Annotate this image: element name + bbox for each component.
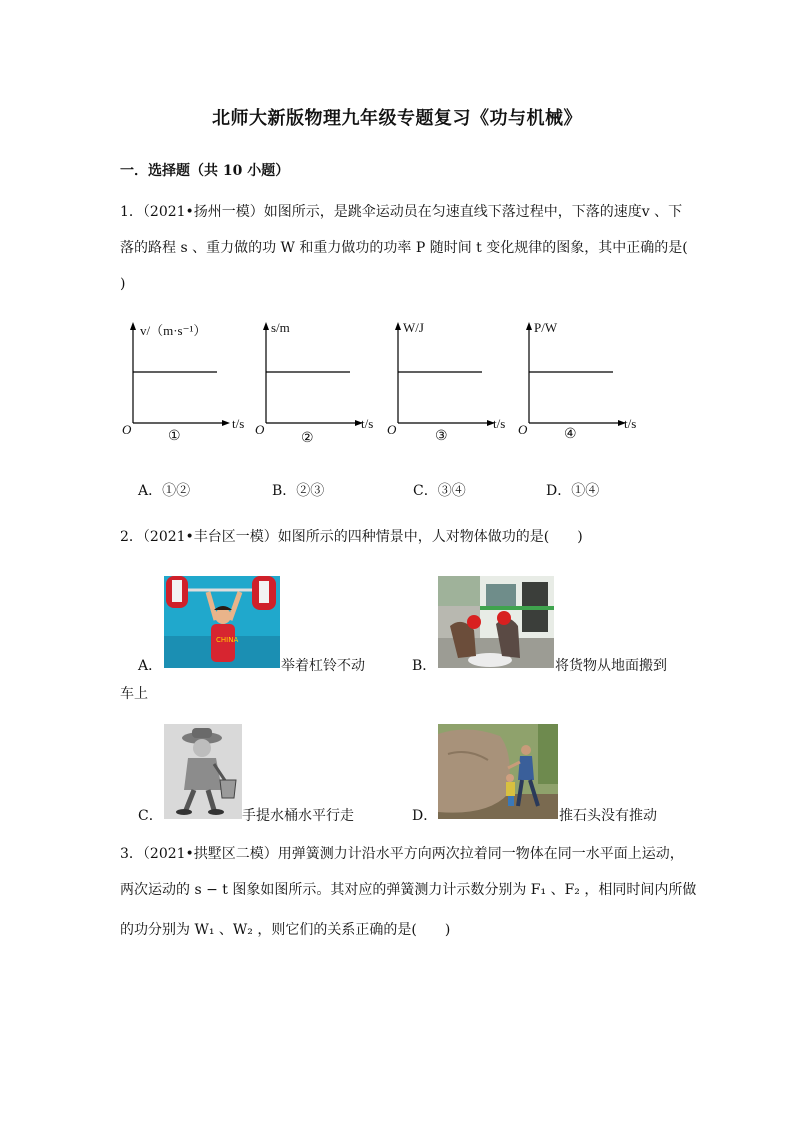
q1-option-c: C．③④	[413, 483, 466, 499]
q3-stem-line1: 3．（2021•拱墅区二模）用弹簧测力计沿水平方向两次拉着同一物体在同一水平面上运动，	[120, 846, 684, 862]
graph-4-ylabel: P/W	[534, 320, 558, 335]
graph-3-ylabel: W/J	[403, 320, 424, 335]
q1-option-b: B．②③	[272, 483, 325, 499]
graph-2-number: ②	[301, 430, 314, 446]
graph-2-origin: O	[255, 422, 265, 437]
q1-graph-4	[516, 318, 646, 448]
q2-option-d-caption: 推石头没有推动	[559, 808, 657, 824]
q3-stem-line3: 的功分别为 W₁ 、W₂ ，则它们的关系正确的是( )	[120, 922, 451, 938]
page-title: 北师大新版物理九年级专题复习《功与机械》	[212, 108, 582, 129]
q1-stem-line2: 落的路程 s 、重力做的功 W 和重力做功的功率 P 随时间 t 变化规律的图象，其中正确的是(	[120, 240, 688, 256]
graph-2-ylabel: s/m	[271, 320, 290, 335]
graph-3-origin: O	[387, 422, 397, 437]
graph-2-xlabel: t/s	[361, 416, 374, 431]
graph-1-ylabel: v/（m·s⁻¹）	[140, 323, 207, 338]
lifting-goods-photo	[438, 576, 554, 668]
svg-text:CHINA: CHINA	[216, 636, 239, 644]
q2-option-c-letter: C．	[138, 808, 163, 824]
graph-3-xlabel: t/s	[493, 416, 506, 431]
q2-option-c-caption: 手提水桶水平行走	[242, 808, 354, 824]
section-heading: 一．选择题（共 10 小题）	[120, 163, 290, 179]
graph-4-xlabel: t/s	[624, 416, 637, 431]
graph-4-origin: O	[518, 422, 528, 437]
q2-option-d-letter: D．	[412, 808, 438, 824]
q1-option-d: D．①④	[546, 483, 600, 499]
q1-stem-line1: 1．（2021•扬州一模）如图所示，是跳伞运动员在匀速直线下落过程中，下落的速度v 、下	[120, 204, 683, 220]
q2-option-a-caption: 举着杠铃不动	[281, 658, 365, 674]
q1-stem-line3: )	[120, 276, 126, 292]
graph-3-number: ③	[435, 428, 448, 444]
graph-1-origin: O	[122, 422, 132, 437]
weightlifter-photo	[164, 576, 280, 668]
graph-4-number: ④	[564, 426, 577, 442]
q1-graph-1	[120, 318, 250, 448]
q1-option-a: A．①②	[138, 483, 191, 499]
q2-option-b-caption: 将货物从地面搬到	[555, 658, 667, 674]
q2-option-b-caption-cont: 车上	[120, 686, 148, 702]
graph-1-xlabel: t/s	[232, 416, 245, 431]
bucket-carrier-photo	[164, 724, 242, 819]
q3-stem-line2: 两次运动的 s − t 图象如图所示。其对应的弹簧测力计示数分别为 F₁ 、F₂ ，相同时间内所做	[120, 882, 697, 898]
q1-graph-3	[385, 318, 515, 448]
pushing-rock-photo	[438, 724, 558, 819]
graph-1-number: ①	[168, 428, 181, 444]
q1-graph-2	[253, 318, 383, 448]
q2-option-b-letter: B．	[412, 658, 437, 674]
q2-option-a-letter: A．	[138, 658, 163, 674]
q2-stem: 2．（2021•丰台区一模）如图所示的四种情景中，人对物体做功的是( )	[120, 529, 583, 545]
